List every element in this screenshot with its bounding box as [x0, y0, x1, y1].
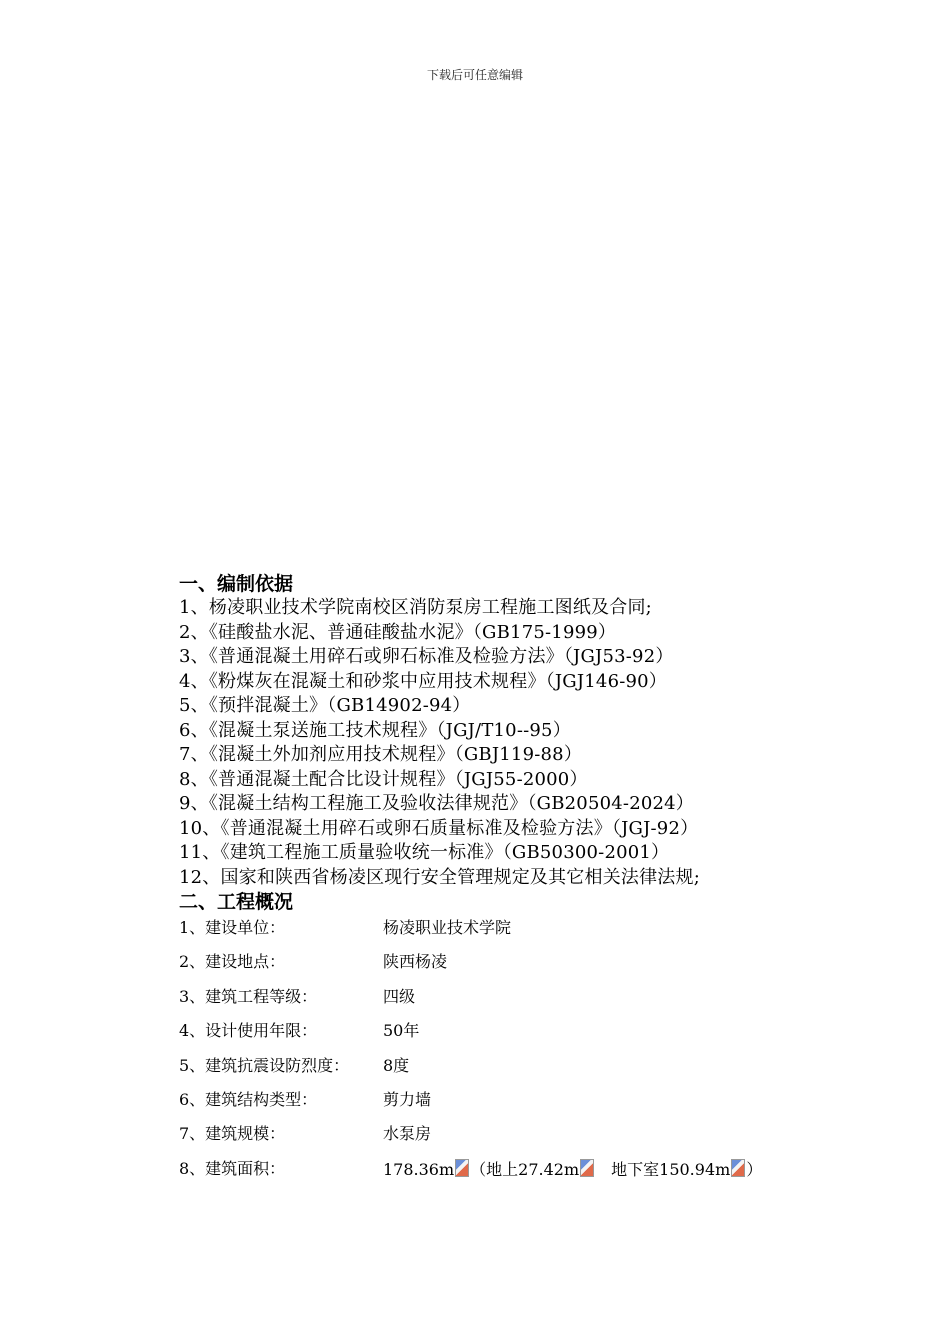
overview-list	[179, 918, 839, 1193]
overview-value: 水泵房	[383, 1124, 432, 1144]
section-1-title: 一、编制依据	[179, 573, 294, 595]
reference-item: 6、《混凝土泵送施工技术规程》（JGJ/T10--95）	[179, 719, 571, 741]
overview-label: 6、建筑结构类型：	[179, 1089, 318, 1109]
reference-item: 11、《建筑工程施工质量验收统一标准》（GB50300-2001）	[179, 842, 670, 863]
overview-row	[179, 1056, 839, 1090]
overview-label: 4、设计使用年限：	[179, 1021, 318, 1041]
square-meter-icon	[455, 1159, 469, 1177]
reference-item: 8、《普通混凝土配合比设计规程》（JGJ55-2000）	[179, 768, 588, 790]
area-above: （地上27.42m	[470, 1159, 580, 1179]
reference-list	[179, 596, 839, 890]
area-below: 地下室150.94m	[595, 1159, 731, 1179]
area-total: 178.36m	[383, 1159, 455, 1179]
reference-item: 7、《混凝土外加剂应用技术规程》（GBJ119-88）	[179, 744, 583, 765]
reference-item: 1、杨凌职业技术学院南校区消防泵房工程施工图纸及合同;	[179, 597, 652, 618]
overview-row	[179, 1090, 839, 1124]
square-meter-icon	[731, 1159, 745, 1177]
area-close: ）	[746, 1159, 763, 1179]
reference-item: 10、《普通混凝土用碎石或卵石质量标准及检验方法》（JGJ-92）	[179, 817, 699, 839]
reference-item: 3、《普通混凝土用碎石或卵石标准及检验方法》（JGJ53-92）	[179, 646, 674, 667]
overview-label: 8、建筑面积：	[179, 1158, 286, 1178]
overview-row-area	[179, 1159, 839, 1193]
overview-value: 剪力墙	[383, 1089, 432, 1109]
area-value	[383, 1159, 839, 1180]
section-2-title: 二、工程概况	[179, 891, 294, 913]
overview-label: 7、建筑规模：	[179, 1124, 286, 1144]
reference-item: 4、《粉煤灰在混凝土和砂浆中应用技术规程》（JGJ146-90）	[179, 670, 668, 692]
overview-value: 四级	[383, 986, 416, 1006]
overview-row	[179, 987, 839, 1021]
reference-item: 2、《硅酸盐水泥、普通硅酸盐水泥》（GB175-1999）	[179, 621, 617, 643]
overview-value: 8度	[383, 1055, 410, 1075]
header-note: 下载后可任意编辑	[426, 68, 523, 82]
overview-row	[179, 1124, 839, 1158]
overview-value: 陕西杨凌	[383, 952, 448, 972]
overview-label: 1、建设单位：	[179, 918, 286, 937]
reference-item: 5、《预拌混凝土》（GB14902-94）	[179, 695, 471, 716]
document-body	[179, 572, 839, 1193]
square-meter-icon	[580, 1159, 594, 1177]
overview-label: 2、建设地点：	[179, 952, 286, 972]
reference-item: 12、国家和陕西省杨凌区现行安全管理规定及其它相关法律法规;	[179, 866, 700, 888]
overview-label: 5、建筑抗震设防烈度：	[179, 1055, 350, 1075]
overview-label: 3、建筑工程等级：	[179, 986, 318, 1006]
overview-value: 50年	[383, 1021, 420, 1041]
reference-item: 9、《混凝土结构工程施工及验收法律规范》（GB20504-2024）	[179, 793, 695, 814]
overview-row	[179, 1021, 839, 1055]
overview-row	[179, 918, 839, 952]
overview-value: 杨凌职业技术学院	[383, 918, 512, 937]
overview-row	[179, 952, 839, 986]
